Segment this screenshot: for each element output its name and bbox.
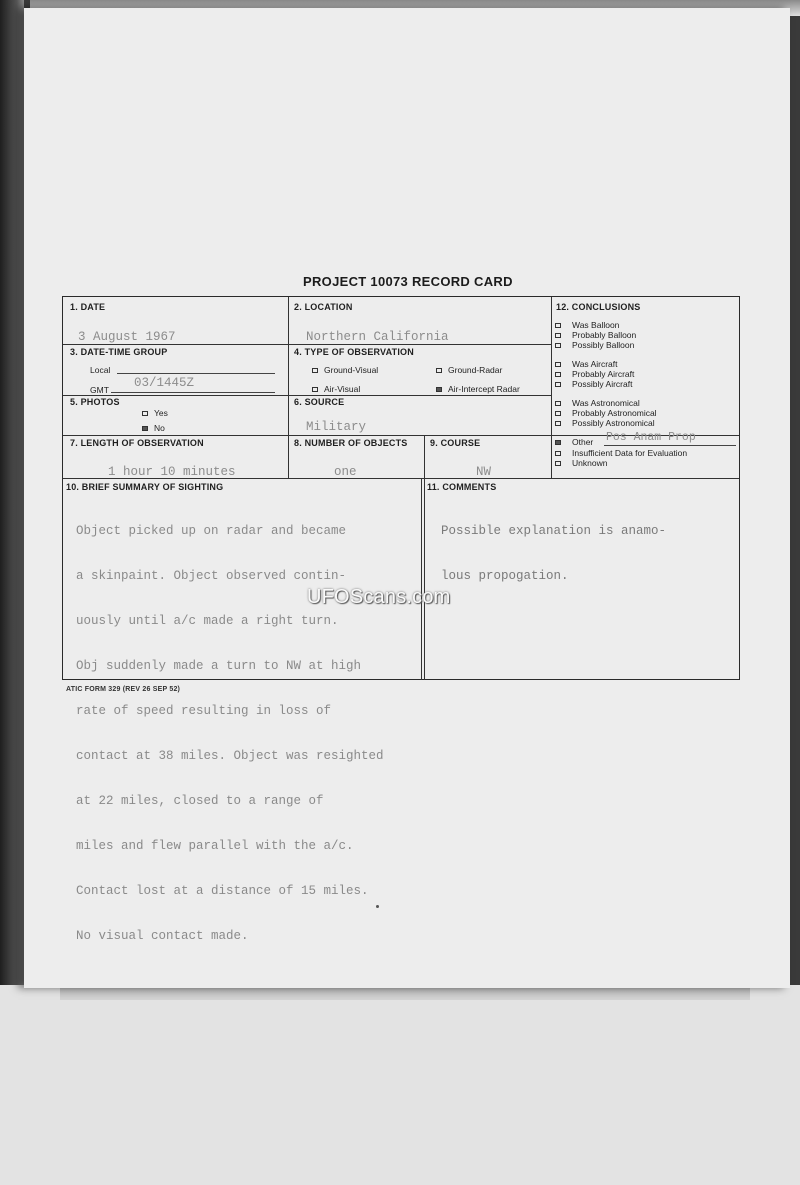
option-ground-visual[interactable] — [312, 365, 378, 375]
checkbox-icon — [555, 372, 561, 377]
summary-line: at 22 miles, closed to a range of — [76, 794, 324, 808]
number-of-objects-value: one — [334, 465, 357, 479]
underlying-sheet — [0, 985, 800, 1185]
option-label: Possibly Astronomical — [572, 418, 655, 428]
option-air-intercept-radar[interactable] — [436, 384, 520, 394]
conclusion-unknown[interactable] — [555, 458, 607, 468]
conclusion-possibly-aircraft[interactable] — [555, 379, 632, 389]
option-label: Probably Astronomical — [572, 408, 657, 418]
summary-line: miles and flew parallel with the a/c. — [76, 839, 354, 853]
checkbox-icon — [312, 387, 318, 392]
option-label: Was Astronomical — [572, 398, 640, 408]
divider-v2 — [551, 297, 552, 478]
date-label: 1. DATE — [70, 302, 106, 312]
divider-h1 — [63, 344, 551, 345]
watermark-logo: UFOScans.com — [307, 586, 451, 608]
checkbox-icon — [555, 421, 561, 426]
checkbox-icon — [555, 401, 561, 406]
conclusion-was-astronomical[interactable] — [555, 398, 640, 408]
checked-checkbox-icon — [436, 387, 442, 392]
length-of-observation-label: 7. LENGTH OF OBSERVATION — [70, 438, 204, 448]
option-label: Ground-Radar — [448, 365, 503, 375]
form-id: ATIC FORM 329 (REV 26 SEP 52) — [66, 686, 181, 693]
conclusion-was-balloon[interactable] — [555, 320, 619, 330]
conclusions-label: 12. CONCLUSIONS — [556, 302, 641, 312]
divider-h2 — [63, 395, 551, 396]
photos-option-no[interactable] — [142, 423, 165, 433]
card-title: PROJECT 10073 RECORD CARD — [303, 274, 513, 289]
conclusion-was-aircraft[interactable] — [555, 359, 618, 369]
course-value: NW — [476, 465, 492, 479]
conclusion-other[interactable] — [555, 437, 593, 447]
checkbox-icon — [555, 451, 561, 456]
conclusion-probably-balloon[interactable] — [555, 330, 636, 340]
local-underline — [117, 373, 275, 374]
other-underline — [604, 445, 736, 446]
checked-checkbox-icon — [142, 426, 148, 431]
option-ground-radar[interactable] — [436, 365, 502, 375]
checkbox-icon — [555, 411, 561, 416]
summary-line: Contact lost at a distance of 15 miles. — [76, 884, 369, 898]
conclusion-probably-astronomical[interactable] — [555, 408, 657, 418]
datetime-group-label: 3. DATE-TIME GROUP — [70, 347, 168, 357]
option-air-visual[interactable] — [312, 384, 360, 394]
summary-line: contact at 38 miles. Object was resighted — [76, 749, 384, 763]
checkbox-icon — [312, 368, 318, 373]
summary-label: 10. BRIEF SUMMARY OF SIGHTING — [66, 482, 224, 492]
location-label: 2. LOCATION — [294, 302, 353, 312]
divider-v1 — [288, 297, 289, 478]
length-of-observation-value: 1 hour 10 minutes — [108, 465, 236, 479]
comments-label: 11. COMMENTS — [427, 482, 497, 492]
summary-line: Object picked up on radar and became — [76, 524, 347, 538]
option-label: Possibly Aircraft — [572, 379, 633, 389]
source-value: Military — [306, 420, 367, 434]
checked-checkbox-icon — [555, 440, 561, 445]
location-value: Northern California — [306, 330, 449, 344]
type-of-observation-label: 4. TYPE OF OBSERVATION — [294, 347, 414, 357]
conclusion-probably-aircraft[interactable] — [555, 369, 634, 379]
summary-line: uously until a/c made a right turn. — [76, 614, 339, 628]
checkbox-icon — [142, 411, 148, 416]
checkbox-icon — [555, 382, 561, 387]
comments-text — [441, 494, 731, 599]
photos-label: 5. PHOTOS — [70, 397, 120, 407]
date-value: 3 August 1967 — [78, 330, 176, 344]
conclusion-possibly-balloon[interactable] — [555, 340, 634, 350]
scan-speck — [376, 905, 379, 908]
option-label: Was Balloon — [572, 320, 620, 330]
option-label: Ground-Visual — [324, 365, 379, 375]
summary-line: rate of speed resulting in loss of — [76, 704, 332, 718]
number-of-objects-label: 8. NUMBER OF OBJECTS — [294, 438, 408, 448]
option-label: Air-Visual — [324, 384, 361, 394]
option-label: Yes — [154, 408, 168, 418]
option-label: Unknown — [572, 458, 608, 468]
local-label: Local — [90, 365, 111, 375]
option-label: Insufficient Data for Evaluation — [572, 448, 688, 458]
option-label: Other — [572, 437, 594, 447]
summary-line: No visual contact made. — [76, 929, 249, 943]
other-value: Pos Anam Prop — [606, 431, 696, 444]
conclusion-insufficient-data[interactable] — [555, 448, 687, 458]
option-label: Probably Aircraft — [572, 369, 635, 379]
option-label: Probably Balloon — [572, 330, 637, 340]
comments-line: Possible explanation is anamo- — [441, 524, 667, 538]
checkbox-icon — [555, 461, 561, 466]
gmt-label: GMT — [90, 385, 109, 395]
summary-line: Obj suddenly made a turn to NW at high — [76, 659, 362, 673]
checkbox-icon — [555, 362, 561, 367]
course-label: 9. COURSE — [430, 438, 481, 448]
option-label: Possibly Balloon — [572, 340, 635, 350]
summary-text — [76, 494, 426, 959]
conclusion-possibly-astronomical[interactable] — [555, 418, 655, 428]
option-label: Air-Intercept Radar — [448, 384, 520, 394]
checkbox-icon — [555, 333, 561, 338]
checkbox-icon — [436, 368, 442, 373]
source-label: 6. SOURCE — [294, 397, 345, 407]
photos-option-yes[interactable] — [142, 408, 168, 418]
checkbox-icon — [555, 323, 561, 328]
option-label: Was Aircraft — [572, 359, 618, 369]
gmt-underline — [111, 392, 275, 393]
option-label: No — [154, 423, 165, 433]
gmt-value: 03/1445Z — [134, 376, 195, 390]
comments-line: lous propogation. — [441, 569, 569, 583]
checkbox-icon — [555, 343, 561, 348]
summary-line: a skinpaint. Object observed contin- — [76, 569, 347, 583]
